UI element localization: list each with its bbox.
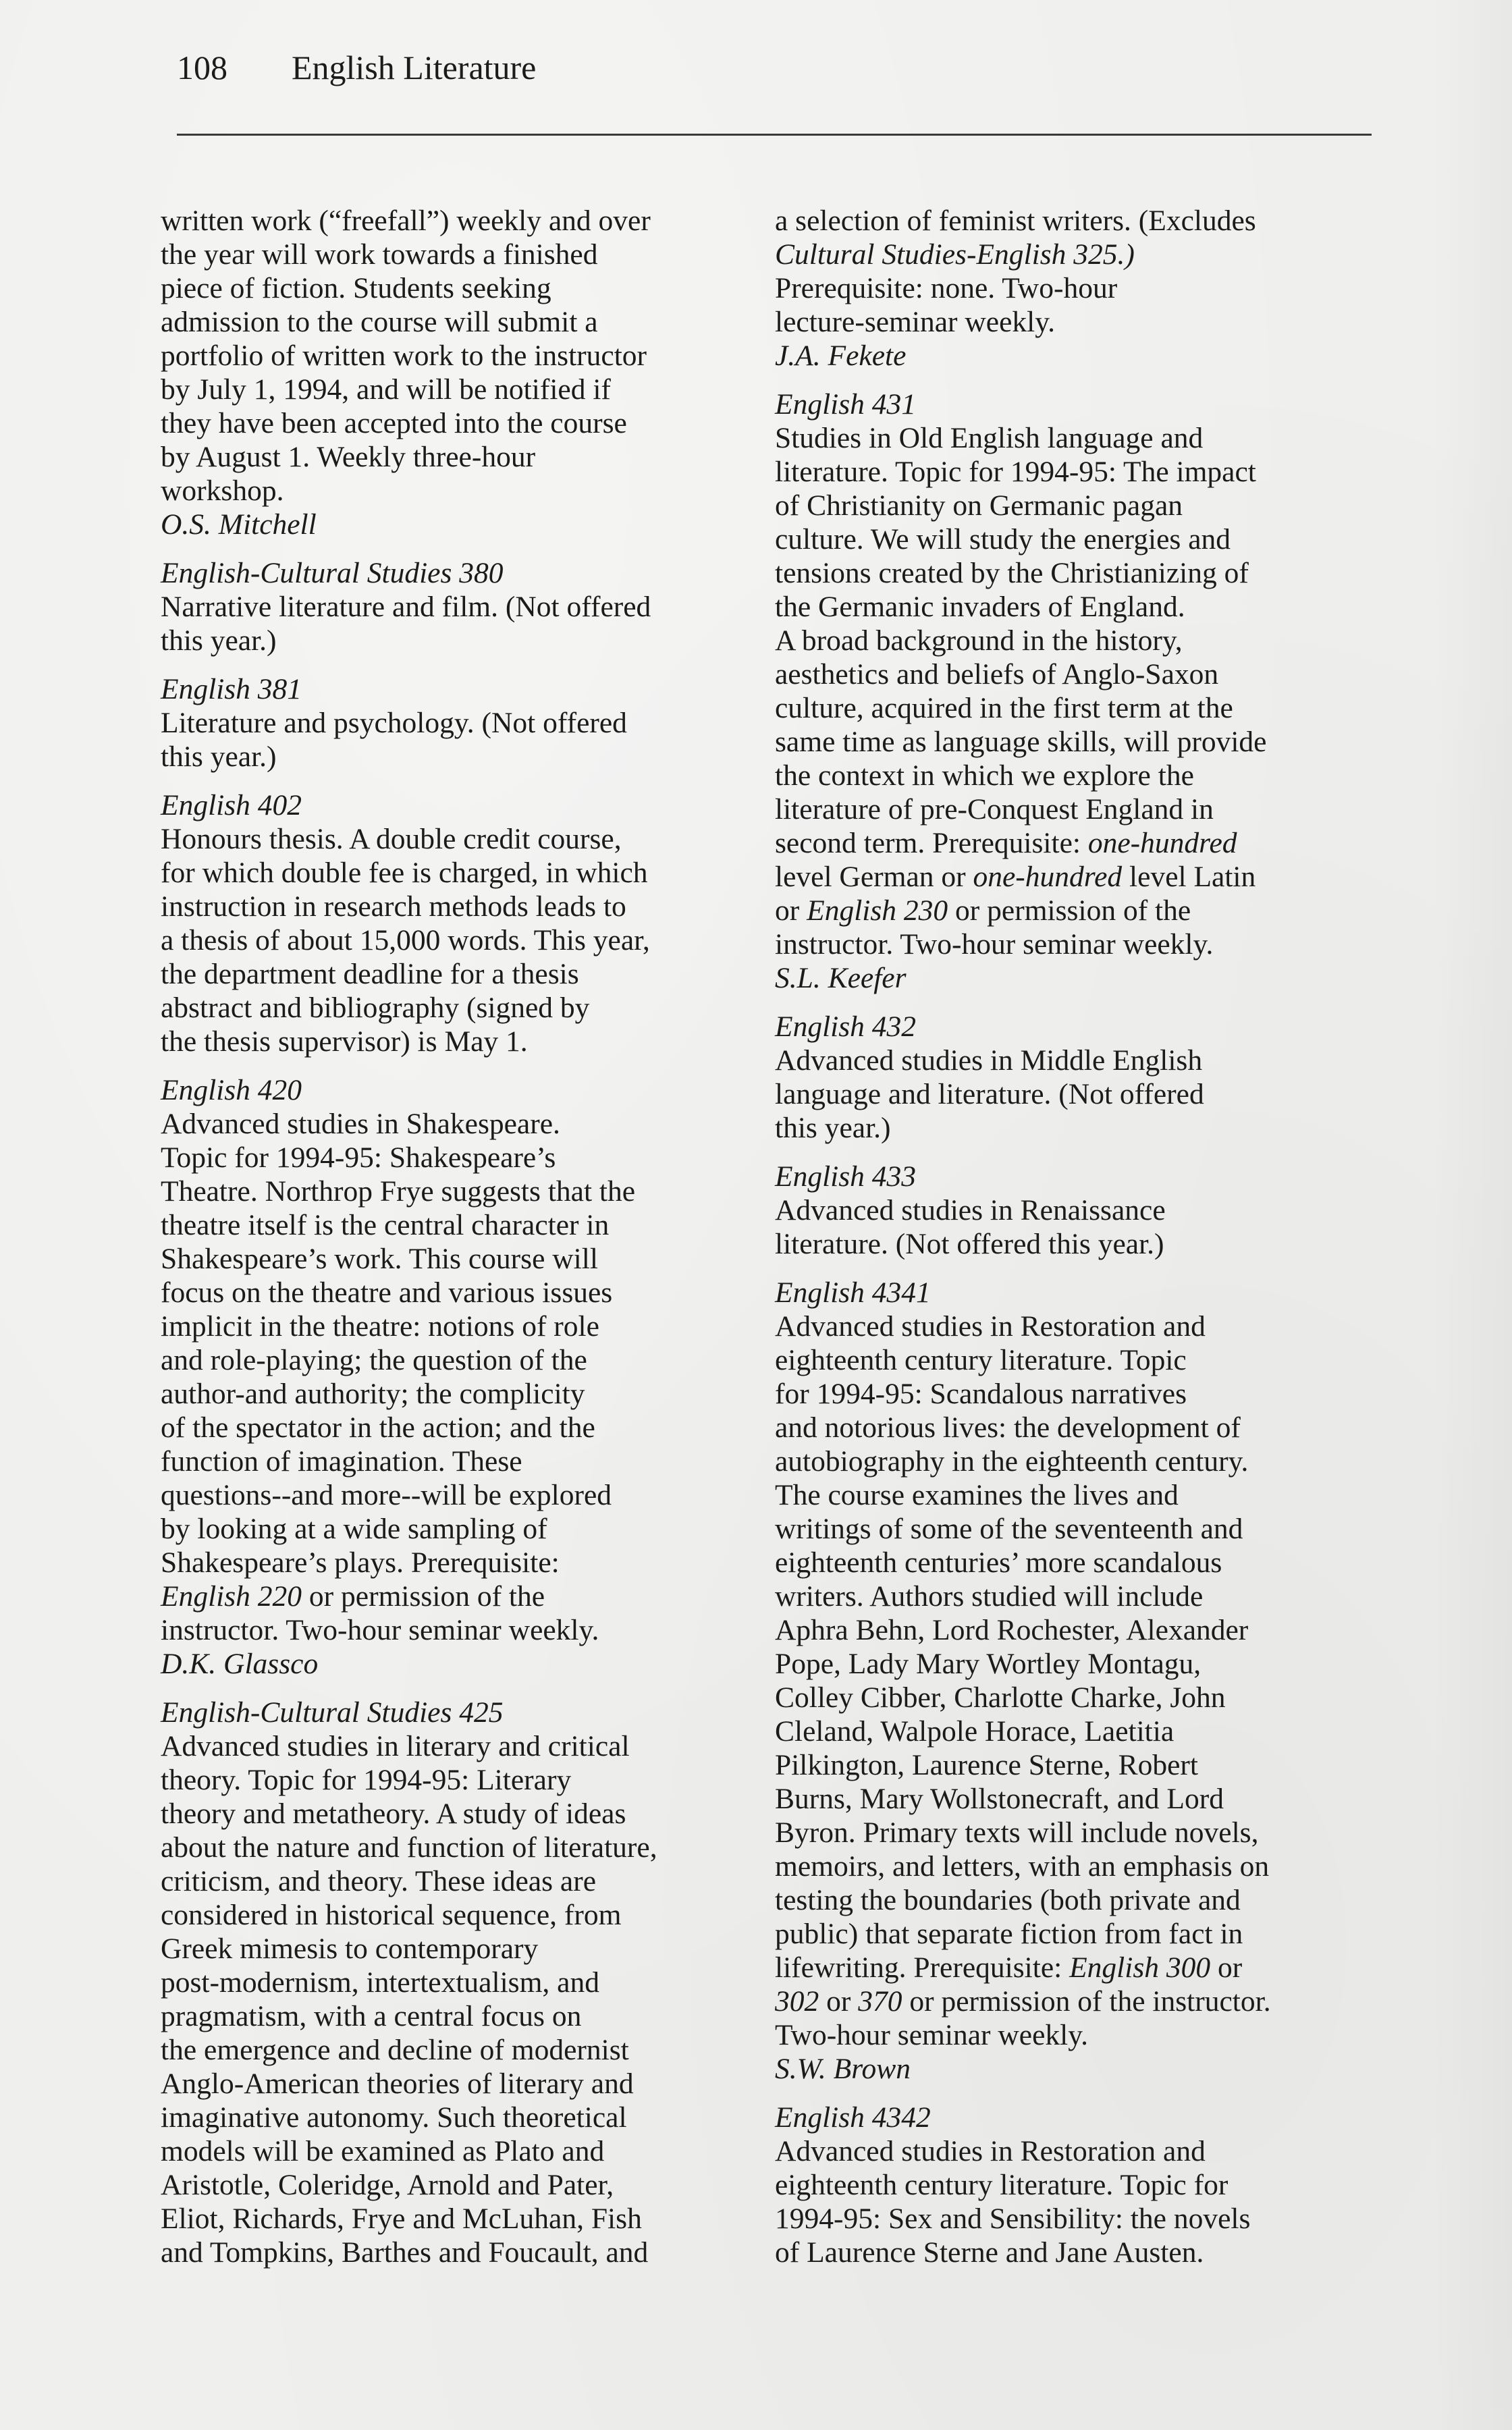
course-entry — [775, 387, 1355, 995]
course-title: English 4342 — [775, 2101, 931, 2134]
instructor-name: J.A. Fekete — [775, 340, 907, 372]
description-line: Advanced studies in Middle English — [775, 1044, 1203, 1077]
description-line: instructor. Two-hour seminar weekly. — [161, 1614, 599, 1646]
page-edge-shadow — [1431, 0, 1512, 2430]
description-line: eighteenth century literature. Topic for — [775, 2169, 1228, 2201]
description-line: Byron. Primary texts will include novels, — [775, 1816, 1259, 1849]
description-line: abstract and bibliography (signed by — [161, 992, 590, 1024]
description-line: Advanced studies in Renaissance — [775, 1194, 1166, 1226]
description-line: function of imagination. These — [161, 1445, 522, 1478]
description-line: written work (“freefall”) weekly and over — [161, 205, 651, 237]
description-line: the emergence and decline of modernist — [161, 2034, 629, 2066]
description-line: lecture-seminar weekly. — [775, 306, 1056, 338]
description-line: by August 1. Weekly three-hour — [161, 441, 536, 473]
description-line: Burns, Mary Wollstonecraft, and Lord — [775, 1783, 1224, 1815]
left-column — [161, 204, 741, 2284]
description-line: Advanced studies in Restoration and — [775, 1310, 1206, 1343]
description-line: culture, acquired in the first term at the — [775, 692, 1233, 724]
description-line: pragmatism, with a central focus on — [161, 2000, 582, 2032]
description-line: Advanced studies in Restoration and — [775, 2135, 1206, 2167]
description-line: Pilkington, Laurence Sterne, Robert — [775, 1749, 1198, 1781]
course-entry — [775, 1276, 1355, 2086]
description-line: theory and metatheory. A study of ideas — [161, 1798, 626, 1830]
instructor-name: O.S. Mitchell — [161, 508, 317, 541]
description-line: lifewriting. Prerequisite: English 300 or — [775, 1951, 1243, 1984]
description-line: testing the boundaries (both private and — [775, 1884, 1241, 1916]
description-line: literature of pre-Conquest England in — [775, 793, 1214, 826]
course-entry — [161, 1696, 741, 2269]
description-line: instruction in research methods leads to — [161, 890, 626, 923]
description-line: admission to the course will submit a — [161, 306, 598, 338]
description-line: same time as language skills, will provide — [775, 726, 1267, 758]
description-line: of Laurence Sterne and Jane Austen. — [775, 2236, 1204, 2269]
description-line: level German or one-hundred level Latin — [775, 861, 1256, 893]
course-title: English 381 — [161, 673, 302, 705]
description-line: theatre itself is the central character in — [161, 1209, 610, 1241]
description-line: focus on the theatre and various issues — [161, 1276, 613, 1309]
description-line: Shakespeare’s work. This course will — [161, 1243, 598, 1275]
description-line: the context in which we explore the — [775, 759, 1194, 792]
description-line: tensions created by the Christianizing of — [775, 557, 1249, 589]
description-line: Aristotle, Coleridge, Arnold and Pater, — [161, 2169, 614, 2201]
description-line: theory. Topic for 1994-95: Literary — [161, 1764, 572, 1796]
description-line: Shakespeare’s plays. Prerequisite: — [161, 1546, 560, 1579]
description-line: Advanced studies in literary and critical — [161, 1730, 630, 1762]
description-line: post-modernism, intertextualism, and — [161, 1966, 599, 1999]
course-title: English 402 — [161, 789, 302, 821]
description-line: implicit in the theatre: notions of role — [161, 1310, 599, 1343]
description-line: or English 230 or permission of the — [775, 894, 1191, 927]
description-line: the thesis supervisor) is May 1. — [161, 1025, 528, 1058]
description-line: Prerequisite: none. Two-hour — [775, 272, 1118, 304]
section-title: English Literature — [292, 49, 537, 86]
description-line: memoirs, and letters, with an emphasis on — [775, 1850, 1270, 1883]
description-line: 1994-95: Sex and Sensibility: the novels — [775, 2203, 1251, 2235]
course-entry-continued — [775, 204, 1355, 373]
description-line: author-and authority; the complicity — [161, 1378, 585, 1410]
course-entry — [775, 1010, 1355, 1145]
description-line: the year will work towards a finished — [161, 238, 598, 271]
course-title: English-Cultural Studies 380 — [161, 557, 504, 589]
description-line: by July 1, 1994, and will be notified if — [161, 373, 611, 406]
description-line: aesthetics and beliefs of Anglo-Saxon — [775, 658, 1219, 691]
description-line: about the nature and function of literature, — [161, 1831, 657, 1864]
description-line: eighteenth century literature. Topic — [775, 1344, 1187, 1376]
description-line: a selection of feminist writers. (Excludes — [775, 205, 1256, 237]
description-line: Honours thesis. A double credit course, — [161, 823, 622, 855]
description-line: writings of some of the seventeenth and — [775, 1513, 1243, 1545]
description-line: this year.) — [775, 1112, 891, 1144]
description-line: literature. Topic for 1994-95: The impact — [775, 456, 1256, 488]
description-line: workshop. — [161, 475, 284, 507]
description-line: and Tompkins, Barthes and Foucault, and — [161, 2236, 649, 2269]
course-title: English 420 — [161, 1074, 302, 1106]
instructor-name: S.L. Keefer — [775, 962, 907, 994]
description-line: Aphra Behn, Lord Rochester, Alexander — [775, 1614, 1249, 1646]
description-line: Topic for 1994-95: Shakespeare’s — [161, 1141, 556, 1174]
running-header — [177, 47, 536, 88]
description-line: questions--and more--will be explored — [161, 1479, 612, 1511]
description-line: instructor. Two-hour seminar weekly. — [775, 928, 1214, 961]
description-line: Theatre. Northrop Frye suggests that the — [161, 1175, 636, 1208]
description-line: portfolio of written work to the instructor — [161, 340, 647, 372]
description-line: considered in historical sequence, from — [161, 1899, 622, 1931]
course-title: English 4341 — [775, 1276, 931, 1309]
description-line: second term. Prerequisite: one-hundred — [775, 827, 1237, 859]
description-line: they have been accepted into the course — [161, 407, 627, 439]
description-line: language and literature. (Not offered — [775, 1078, 1204, 1110]
description-line: by looking at a wide sampling of — [161, 1513, 547, 1545]
course-title: English 431 — [775, 388, 917, 421]
description-line: eighteenth centuries’ more scandalous — [775, 1546, 1222, 1579]
description-line: and notorious lives: the development of — [775, 1411, 1241, 1444]
description-line: imaginative autonomy. Such theoretical — [161, 2101, 627, 2134]
description-line: A broad background in the history, — [775, 624, 1183, 657]
description-line: the Germanic invaders of England. — [775, 591, 1185, 623]
description-line: literature. (Not offered this year.) — [775, 1228, 1164, 1260]
course-entry — [161, 672, 741, 774]
description-line: the department deadline for a thesis — [161, 958, 579, 990]
description-line: and role-playing; the question of the — [161, 1344, 587, 1376]
description-line: The course examines the lives and — [775, 1479, 1179, 1511]
course-entry — [161, 556, 741, 657]
description-line: of the spectator in the action; and the — [161, 1411, 595, 1444]
description-line: for which double fee is charged, in which — [161, 857, 648, 889]
description-line: Anglo-American theories of literary and — [161, 2068, 634, 2100]
course-title: English 432 — [775, 1010, 917, 1043]
course-entry — [775, 2101, 1355, 2269]
instructor-name: S.W. Brown — [775, 2053, 911, 2085]
course-entry — [775, 1160, 1355, 1261]
description-line: Cultural Studies-English 325.) — [775, 238, 1135, 271]
description-line: writers. Authors studied will include — [775, 1580, 1204, 1613]
course-entry — [161, 788, 741, 1058]
description-line: for 1994-95: Scandalous narratives — [775, 1378, 1187, 1410]
description-line: Narrative literature and film. (Not offered — [161, 591, 651, 623]
description-line: this year.) — [161, 740, 277, 773]
description-line: of Christianity on Germanic pagan — [775, 489, 1183, 522]
course-entry-continued — [161, 204, 741, 541]
description-line: criticism, and theory. These ideas are — [161, 1865, 597, 1897]
description-line: Cleland, Walpole Horace, Laetitia — [775, 1715, 1174, 1748]
description-line: autobiography in the eighteenth century. — [775, 1445, 1249, 1478]
description-line: Literature and psychology. (Not offered — [161, 707, 627, 739]
description-line: Two-hour seminar weekly. — [775, 2019, 1089, 2051]
page-number: 108 — [177, 49, 227, 86]
course-title: English-Cultural Studies 425 — [161, 1696, 504, 1729]
header-rule — [177, 134, 1372, 136]
description-line: Eliot, Richards, Frye and McLuhan, Fish — [161, 2203, 642, 2235]
right-column — [775, 204, 1355, 2284]
description-line: Advanced studies in Shakespeare. — [161, 1108, 560, 1140]
description-line: a thesis of about 15,000 words. This year, — [161, 924, 650, 956]
instructor-name: D.K. Glassco — [161, 1648, 319, 1680]
description-line: public) that separate fiction from fact in — [775, 1918, 1243, 1950]
course-entry — [161, 1073, 741, 1681]
description-line: Greek mimesis to contemporary — [161, 1933, 539, 1965]
description-line: this year.) — [161, 624, 277, 657]
description-line: 302 or 370 or permission of the instructor. — [775, 1985, 1271, 2018]
description-line: models will be examined as Plato and — [161, 2135, 605, 2167]
description-line: piece of fiction. Students seeking — [161, 272, 551, 304]
description-line: Pope, Lady Mary Wortley Montagu, — [775, 1648, 1202, 1680]
description-line: English 220 or permission of the — [161, 1580, 545, 1613]
description-line: Colley Cibber, Charlotte Charke, John — [775, 1681, 1226, 1714]
description-line: Studies in Old English language and — [775, 422, 1204, 454]
description-line: culture. We will study the energies and — [775, 523, 1231, 556]
course-title: English 433 — [775, 1160, 917, 1193]
